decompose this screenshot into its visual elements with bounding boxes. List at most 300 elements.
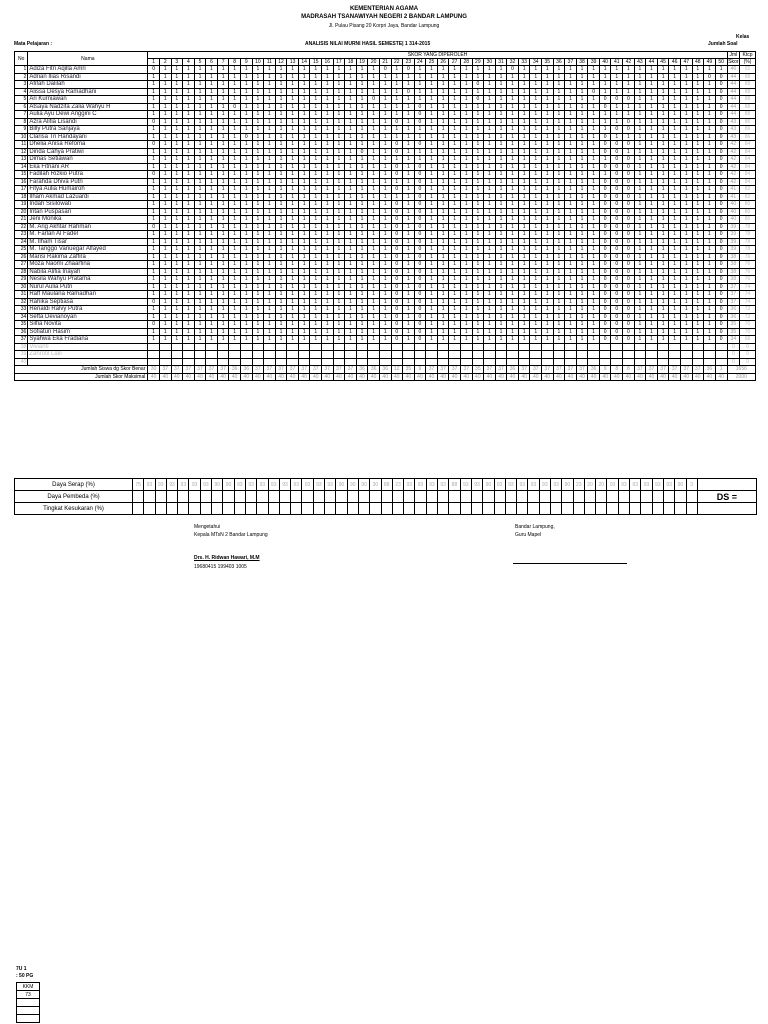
score-cell: 1 bbox=[704, 246, 716, 254]
score-cell: 1 bbox=[530, 148, 542, 156]
score-cell: 1 bbox=[194, 328, 206, 336]
score-cell: 1 bbox=[264, 321, 276, 329]
score-cell: 1 bbox=[310, 246, 322, 254]
score-cell: 1 bbox=[553, 306, 565, 314]
score-cell: 1 bbox=[310, 313, 322, 321]
score-cell: 1 bbox=[159, 73, 171, 81]
score-cell: 1 bbox=[379, 223, 391, 231]
student-sum: 36 bbox=[727, 306, 739, 314]
score-cell: 1 bbox=[646, 133, 658, 141]
score-cell: 1 bbox=[240, 148, 252, 156]
score-cell: 1 bbox=[507, 201, 519, 209]
score-cell: 1 bbox=[298, 111, 310, 119]
score-cell: 1 bbox=[148, 193, 160, 201]
score-cell bbox=[576, 343, 588, 351]
score-cell: 1 bbox=[287, 96, 299, 104]
score-cell: 1 bbox=[565, 268, 577, 276]
score-cell: 1 bbox=[576, 156, 588, 164]
score-cell: 1 bbox=[171, 216, 183, 224]
score-cell: 1 bbox=[426, 321, 438, 329]
score-cell: 1 bbox=[148, 216, 160, 224]
student-no: 32 bbox=[15, 298, 28, 306]
score-cell: 1 bbox=[692, 291, 704, 299]
footer-correct-count: 36 bbox=[379, 366, 391, 374]
question-number: 19 bbox=[356, 59, 368, 66]
score-cell: 1 bbox=[507, 171, 519, 179]
score-cell: 1 bbox=[252, 253, 264, 261]
score-cell: 1 bbox=[542, 291, 554, 299]
score-cell: 1 bbox=[542, 141, 554, 149]
score-cell: 1 bbox=[159, 328, 171, 336]
score-cell: 0 bbox=[391, 313, 403, 321]
score-cell: 1 bbox=[495, 328, 507, 336]
score-cell: 1 bbox=[252, 276, 264, 284]
score-cell: 1 bbox=[437, 231, 449, 239]
student-pct: 84 bbox=[739, 178, 755, 186]
tingkat-kesukaran-cell bbox=[596, 503, 607, 515]
score-cell: 1 bbox=[680, 321, 692, 329]
score-cell: 1 bbox=[240, 231, 252, 239]
score-cell: 1 bbox=[565, 306, 577, 314]
score-cell: 1 bbox=[680, 81, 692, 89]
score-cell: 1 bbox=[356, 321, 368, 329]
score-cell: 1 bbox=[391, 126, 403, 134]
score-cell: 1 bbox=[611, 81, 623, 89]
score-cell: 1 bbox=[206, 283, 218, 291]
student-no: 11 bbox=[15, 141, 28, 149]
score-cell: 1 bbox=[437, 88, 449, 96]
score-cell: 1 bbox=[287, 313, 299, 321]
score-cell: 1 bbox=[518, 88, 530, 96]
score-cell: 1 bbox=[264, 126, 276, 134]
score-cell: 1 bbox=[206, 156, 218, 164]
score-cell bbox=[264, 351, 276, 359]
score-cell: 1 bbox=[229, 148, 241, 156]
question-number: 49 bbox=[704, 59, 716, 66]
score-cell: 1 bbox=[159, 276, 171, 284]
score-cell: 1 bbox=[403, 231, 415, 239]
score-cell: 1 bbox=[159, 216, 171, 224]
score-cell: 0 bbox=[391, 163, 403, 171]
score-cell: 1 bbox=[322, 246, 334, 254]
score-cell: 1 bbox=[704, 66, 716, 74]
score-cell: 1 bbox=[322, 268, 334, 276]
score-cell: 1 bbox=[495, 186, 507, 194]
score-cell: 1 bbox=[159, 321, 171, 329]
score-cell: 1 bbox=[368, 268, 380, 276]
score-cell: 0 bbox=[623, 268, 635, 276]
score-cell: 0 bbox=[414, 231, 426, 239]
score-cell: 1 bbox=[206, 118, 218, 126]
score-cell: 1 bbox=[194, 141, 206, 149]
score-cell: 1 bbox=[692, 178, 704, 186]
score-cell: 1 bbox=[680, 103, 692, 111]
score-cell: 1 bbox=[356, 291, 368, 299]
score-cell: 1 bbox=[646, 291, 658, 299]
score-cell: 1 bbox=[449, 156, 461, 164]
score-cell bbox=[646, 351, 658, 359]
score-cell bbox=[391, 358, 403, 366]
score-cell: 1 bbox=[437, 313, 449, 321]
score-cell bbox=[611, 358, 623, 366]
score-cell: 1 bbox=[518, 328, 530, 336]
score-cell: 1 bbox=[183, 238, 195, 246]
score-cell: 0 bbox=[715, 103, 727, 111]
score-cell: 1 bbox=[217, 156, 229, 164]
score-cell: 1 bbox=[495, 66, 507, 74]
score-cell: 1 bbox=[403, 321, 415, 329]
table-row bbox=[15, 186, 756, 194]
score-cell: 1 bbox=[646, 321, 658, 329]
score-cell bbox=[715, 343, 727, 351]
score-cell: 1 bbox=[646, 141, 658, 149]
score-cell: 1 bbox=[657, 268, 669, 276]
student-pct: 88 bbox=[739, 103, 755, 111]
score-cell: 1 bbox=[183, 208, 195, 216]
score-cell: 1 bbox=[310, 96, 322, 104]
score-cell: 1 bbox=[287, 133, 299, 141]
score-cell: 1 bbox=[484, 231, 496, 239]
student-name: Marisi Rakima Zaffira bbox=[28, 253, 148, 261]
score-cell: 1 bbox=[217, 208, 229, 216]
score-cell: 1 bbox=[171, 171, 183, 179]
score-cell: 1 bbox=[252, 163, 264, 171]
daya-pembeda-cell bbox=[223, 491, 234, 503]
score-cell: 1 bbox=[229, 223, 241, 231]
score-cell: 1 bbox=[159, 66, 171, 74]
daya-pembeda-cell bbox=[392, 491, 403, 503]
student-pct: 78 bbox=[739, 223, 755, 231]
student-sum: 35 bbox=[727, 321, 739, 329]
tingkat-kesukaran-end bbox=[697, 503, 756, 515]
score-cell: 0 bbox=[623, 141, 635, 149]
score-cell: 1 bbox=[576, 321, 588, 329]
score-cell: 1 bbox=[657, 66, 669, 74]
student-no: 6 bbox=[15, 103, 28, 111]
score-cell: 1 bbox=[148, 178, 160, 186]
score-cell: 1 bbox=[310, 223, 322, 231]
table-row bbox=[15, 81, 756, 89]
question-number: 39 bbox=[588, 59, 600, 66]
student-name: Afifah Dalilah bbox=[28, 81, 148, 89]
footer-correct-count: 9 bbox=[414, 366, 426, 374]
score-cell: 1 bbox=[588, 306, 600, 314]
daya-pembeda-cell bbox=[347, 491, 358, 503]
score-cell: 1 bbox=[588, 103, 600, 111]
score-cell: 1 bbox=[310, 111, 322, 119]
score-cell: 1 bbox=[194, 321, 206, 329]
score-cell: 1 bbox=[588, 186, 600, 194]
score-cell: 1 bbox=[287, 238, 299, 246]
student-pct: 78 bbox=[739, 238, 755, 246]
student-pct: 72 bbox=[739, 306, 755, 314]
score-cell: 1 bbox=[368, 73, 380, 81]
score-cell: 0 bbox=[599, 193, 611, 201]
score-cell: 1 bbox=[449, 268, 461, 276]
score-cell: 1 bbox=[171, 321, 183, 329]
score-cell: 1 bbox=[229, 268, 241, 276]
score-cell: 1 bbox=[159, 336, 171, 344]
score-cell: 1 bbox=[183, 103, 195, 111]
score-cell: 1 bbox=[692, 253, 704, 261]
score-cell: 1 bbox=[322, 103, 334, 111]
question-number: 25 bbox=[426, 59, 438, 66]
score-cell: 1 bbox=[542, 81, 554, 89]
score-cell: 1 bbox=[646, 163, 658, 171]
score-cell: 1 bbox=[437, 66, 449, 74]
question-number: 4 bbox=[183, 59, 195, 66]
daya-pembeda-cell bbox=[630, 491, 641, 503]
score-cell: 1 bbox=[194, 81, 206, 89]
footer-max-count: 40 bbox=[646, 373, 658, 381]
score-cell: 1 bbox=[680, 73, 692, 81]
score-cell: 1 bbox=[437, 223, 449, 231]
score-cell: 1 bbox=[240, 156, 252, 164]
score-cell: 1 bbox=[553, 178, 565, 186]
score-cell: 1 bbox=[495, 88, 507, 96]
student-sum: 37 bbox=[727, 283, 739, 291]
student-name: Moza Naomi Zhaarfina bbox=[28, 261, 148, 269]
score-cell: 1 bbox=[495, 178, 507, 186]
score-cell: 1 bbox=[171, 193, 183, 201]
score-cell: 1 bbox=[542, 283, 554, 291]
student-pct: 70 bbox=[739, 321, 755, 329]
daya-serap-cell: 93 bbox=[663, 479, 674, 491]
score-cell: 1 bbox=[657, 291, 669, 299]
score-cell: 0 bbox=[391, 118, 403, 126]
score-cell: 1 bbox=[657, 141, 669, 149]
score-cell: 1 bbox=[542, 298, 554, 306]
score-cell: 1 bbox=[229, 201, 241, 209]
tingkat-kesukaran-cell bbox=[245, 503, 256, 515]
score-cell: 1 bbox=[437, 238, 449, 246]
score-cell: 1 bbox=[171, 208, 183, 216]
student-name: Fitya Aulia Humairoh bbox=[28, 186, 148, 194]
score-cell: 1 bbox=[495, 291, 507, 299]
footer-correct-count: 37 bbox=[275, 366, 287, 374]
score-cell: 1 bbox=[240, 163, 252, 171]
score-cell: 1 bbox=[183, 261, 195, 269]
score-cell: 1 bbox=[379, 88, 391, 96]
score-cell: 1 bbox=[634, 103, 646, 111]
score-cell: 1 bbox=[437, 156, 449, 164]
score-cell: 1 bbox=[565, 253, 577, 261]
score-cell: 1 bbox=[148, 148, 160, 156]
score-cell bbox=[252, 358, 264, 366]
score-cell: 1 bbox=[437, 336, 449, 344]
score-cell: 1 bbox=[345, 163, 357, 171]
score-cell: 1 bbox=[206, 306, 218, 314]
score-cell: 1 bbox=[669, 163, 681, 171]
score-cell: 1 bbox=[183, 96, 195, 104]
score-cell bbox=[426, 351, 438, 359]
score-cell: 1 bbox=[148, 328, 160, 336]
score-cell: 1 bbox=[507, 246, 519, 254]
score-cell: 1 bbox=[333, 178, 345, 186]
score-cell: 0 bbox=[623, 328, 635, 336]
score-cell: 1 bbox=[217, 313, 229, 321]
table-row bbox=[15, 96, 756, 104]
score-cell: 1 bbox=[530, 133, 542, 141]
score-cell: 0 bbox=[611, 223, 623, 231]
score-cell: 1 bbox=[588, 208, 600, 216]
score-cell: 1 bbox=[322, 73, 334, 81]
score-cell: 1 bbox=[148, 73, 160, 81]
jml-header-2: Skor bbox=[728, 59, 739, 65]
daya-pembeda-cell bbox=[200, 491, 211, 503]
daya-pembeda-cell bbox=[245, 491, 256, 503]
daya-serap-cell: 93 bbox=[245, 479, 256, 491]
daya-pembeda-cell bbox=[404, 491, 415, 503]
score-cell: 1 bbox=[391, 111, 403, 119]
score-cell: 1 bbox=[403, 283, 415, 291]
score-cell: 1 bbox=[449, 66, 461, 74]
score-cell: 1 bbox=[657, 96, 669, 104]
score-cell: 1 bbox=[588, 291, 600, 299]
score-cell: 1 bbox=[576, 111, 588, 119]
daya-pembeda-cell bbox=[178, 491, 189, 503]
score-cell: 1 bbox=[449, 283, 461, 291]
score-cell bbox=[565, 358, 577, 366]
score-cell: 1 bbox=[657, 283, 669, 291]
score-cell: 0 bbox=[623, 336, 635, 344]
footer-correct-count: 37 bbox=[217, 366, 229, 374]
score-cell bbox=[379, 351, 391, 359]
score-cell: 1 bbox=[426, 291, 438, 299]
score-cell: 1 bbox=[194, 186, 206, 194]
table-row bbox=[15, 231, 756, 239]
score-cell: 1 bbox=[368, 261, 380, 269]
footer-correct-count: 12 bbox=[391, 366, 403, 374]
score-cell: 1 bbox=[542, 201, 554, 209]
score-cell: 1 bbox=[345, 208, 357, 216]
score-cell: 1 bbox=[275, 111, 287, 119]
score-cell: 1 bbox=[565, 193, 577, 201]
score-cell: 1 bbox=[542, 171, 554, 179]
score-cell: 1 bbox=[669, 298, 681, 306]
score-cell: 1 bbox=[542, 328, 554, 336]
footer-correct-count: 37 bbox=[542, 366, 554, 374]
score-cell: 1 bbox=[657, 208, 669, 216]
score-cell: 1 bbox=[669, 291, 681, 299]
score-cell: 1 bbox=[542, 73, 554, 81]
score-cell: 1 bbox=[183, 291, 195, 299]
score-cell: 1 bbox=[159, 246, 171, 254]
score-cell: 1 bbox=[472, 298, 484, 306]
daya-pembeda-cell bbox=[166, 491, 177, 503]
score-cell bbox=[287, 351, 299, 359]
score-cell: 1 bbox=[553, 268, 565, 276]
score-cell: 1 bbox=[576, 103, 588, 111]
student-no: 31 bbox=[15, 291, 28, 299]
score-cell bbox=[379, 343, 391, 351]
score-cell: 1 bbox=[495, 163, 507, 171]
score-cell: 1 bbox=[669, 178, 681, 186]
score-cell: 0 bbox=[599, 268, 611, 276]
score-cell: 1 bbox=[379, 111, 391, 119]
score-cell: 0 bbox=[414, 336, 426, 344]
score-cell: 1 bbox=[634, 163, 646, 171]
score-cell: 1 bbox=[576, 133, 588, 141]
score-cell: 1 bbox=[206, 193, 218, 201]
score-cell: 1 bbox=[148, 81, 160, 89]
score-cell: 0 bbox=[391, 336, 403, 344]
footer-correct-count: 37 bbox=[171, 366, 183, 374]
score-cell: 1 bbox=[171, 276, 183, 284]
score-cell: 1 bbox=[403, 276, 415, 284]
score-cell: 1 bbox=[194, 126, 206, 134]
daya-serap-cell: 93 bbox=[144, 479, 155, 491]
score-cell: 1 bbox=[507, 163, 519, 171]
score-cell: 1 bbox=[333, 126, 345, 134]
score-cell: 1 bbox=[217, 81, 229, 89]
score-cell: 1 bbox=[472, 246, 484, 254]
student-sum: 42 bbox=[727, 148, 739, 156]
score-cell: 1 bbox=[275, 261, 287, 269]
footer-max-count: 40 bbox=[576, 373, 588, 381]
score-cell: 0 bbox=[715, 298, 727, 306]
score-cell bbox=[333, 351, 345, 359]
score-cell: 1 bbox=[264, 156, 276, 164]
score-cell: 1 bbox=[588, 171, 600, 179]
tingkat-kesukaran-cell bbox=[652, 503, 663, 515]
score-cell: 1 bbox=[426, 171, 438, 179]
score-cell: 1 bbox=[646, 66, 658, 74]
score-cell: 1 bbox=[669, 88, 681, 96]
score-cell: 1 bbox=[310, 306, 322, 314]
score-cell: 1 bbox=[553, 321, 565, 329]
score-cell: 1 bbox=[588, 201, 600, 209]
score-cell bbox=[264, 343, 276, 351]
score-cell: 1 bbox=[426, 133, 438, 141]
score-cell: 1 bbox=[484, 193, 496, 201]
score-cell: 1 bbox=[310, 81, 322, 89]
score-cell: 0 bbox=[391, 276, 403, 284]
table-row bbox=[15, 163, 756, 171]
score-cell: 1 bbox=[495, 81, 507, 89]
score-cell: 1 bbox=[484, 81, 496, 89]
score-cell: 0 bbox=[391, 231, 403, 239]
score-cell: 0 bbox=[599, 306, 611, 314]
score-cell bbox=[599, 343, 611, 351]
score-cell: 0 bbox=[623, 321, 635, 329]
daya-pembeda-cell bbox=[438, 491, 449, 503]
student-sum: 39 bbox=[727, 238, 739, 246]
student-name: Ilham Akmad Lazuardi bbox=[28, 193, 148, 201]
footer-max-count: 40 bbox=[148, 373, 160, 381]
score-cell: 0 bbox=[611, 163, 623, 171]
score-cell: 1 bbox=[692, 133, 704, 141]
question-number: 36 bbox=[553, 59, 565, 66]
score-cell: 1 bbox=[530, 88, 542, 96]
score-cell: 1 bbox=[298, 246, 310, 254]
score-cell: 0 bbox=[148, 66, 160, 74]
score-cell: 1 bbox=[217, 298, 229, 306]
score-cell: 1 bbox=[240, 178, 252, 186]
score-cell: 1 bbox=[680, 328, 692, 336]
score-cell: 1 bbox=[692, 216, 704, 224]
score-cell: 1 bbox=[449, 118, 461, 126]
score-cell bbox=[460, 358, 472, 366]
footer-max-count: 40 bbox=[217, 373, 229, 381]
score-cell: 1 bbox=[183, 253, 195, 261]
daya-serap-cell: 20 bbox=[596, 479, 607, 491]
score-cell: 1 bbox=[553, 276, 565, 284]
score-cell: 1 bbox=[356, 253, 368, 261]
score-cell: 1 bbox=[449, 96, 461, 104]
score-cell: 1 bbox=[391, 178, 403, 186]
score-cell: 1 bbox=[634, 306, 646, 314]
